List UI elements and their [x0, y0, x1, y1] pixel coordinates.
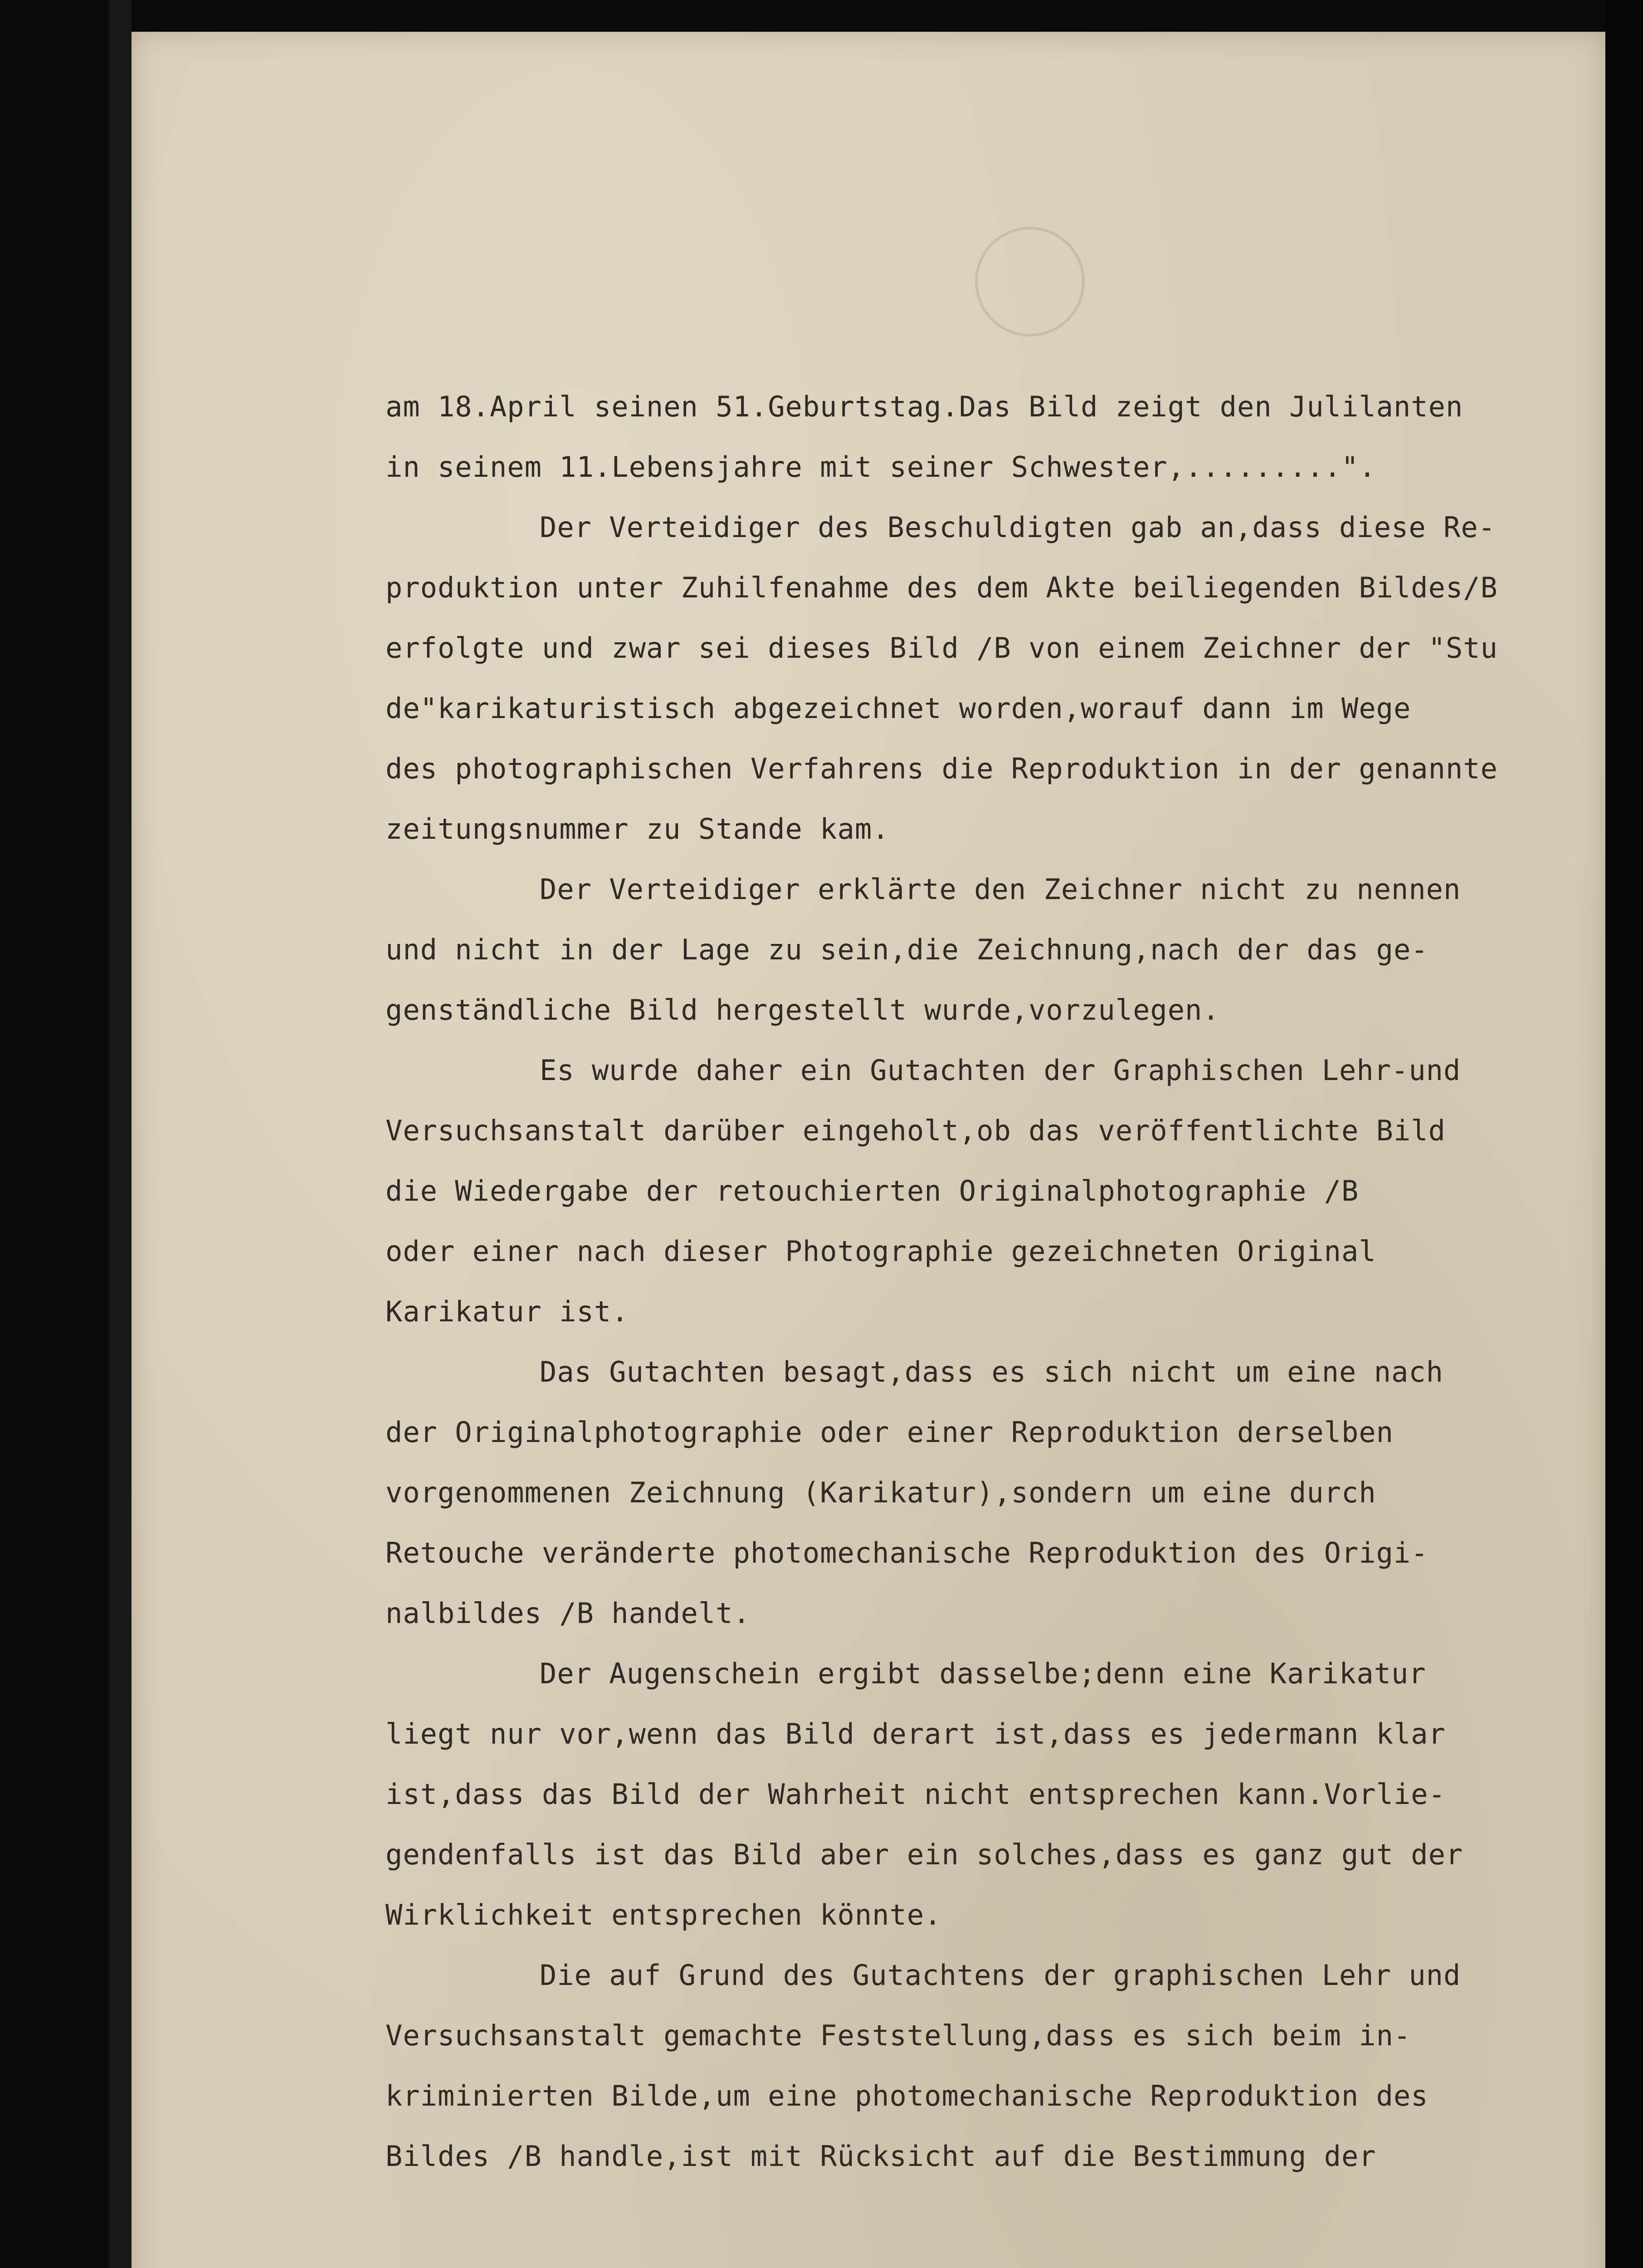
text-line: Bildes /B handle,ist mit Rücksicht auf die Bestimmung der	[385, 2140, 1376, 2173]
text-line: ist,dass das Bild der Wahrheit nicht entsprechen kann.Vorlie-	[385, 1778, 1446, 1811]
text-line: zeitungsnummer zu Stande kam.	[385, 812, 890, 846]
text-line: Versuchsanstalt gemachte Feststellung,dass es sich beim in-	[385, 2019, 1411, 2052]
text-line: Der Verteidiger erklärte den Zeichner nicht zu nennen	[540, 873, 1461, 906]
scan-border-left	[109, 0, 132, 2268]
typewritten-text	[385, 376, 1574, 2186]
text-line: oder einer nach dieser Photographie gezeichneten Original	[385, 1235, 1376, 1268]
text-line: vorgenommenen Zeichnung (Karikatur),sondern um eine durch	[385, 1476, 1376, 1509]
text-line: Das Gutachten besagt,dass es sich nicht um eine nach	[540, 1355, 1444, 1388]
text-line: genständliche Bild hergestellt wurde,vorzulegen.	[385, 993, 1220, 1026]
text-line: Es wurde daher ein Gutachten der Graphischen Lehr-und	[540, 1054, 1461, 1087]
text-line: Wirklichkeit entsprechen könnte.	[385, 1898, 942, 1931]
text-line: der Originalphotographie oder einer Reproduktion derselben	[385, 1416, 1394, 1449]
text-line: produktion unter Zuhilfenahme des dem Akte beiliegenden Bildes/B	[385, 571, 1498, 604]
faint-stamp-mark	[975, 227, 1085, 337]
text-line: Die auf Grund des Gutachtens der graphischen Lehr und	[540, 1959, 1461, 1992]
text-line: liegt nur vor,wenn das Bild derart ist,dass es jedermann klar	[385, 1717, 1446, 1750]
text-line: am 18.April seinen 51.Geburtstag.Das Bild zeigt den Julilanten	[385, 390, 1463, 423]
text-line: kriminierten Bilde,um eine photomechanische Reproduktion des	[385, 2079, 1428, 2112]
text-line: de"karikaturistisch abgezeichnet worden,worauf dann im Wege	[385, 692, 1411, 725]
text-line: und nicht in der Lage zu sein,die Zeichnung,nach der das ge-	[385, 933, 1428, 966]
text-line: erfolgte und zwar sei dieses Bild /B von einem Zeichner der "Stu	[385, 631, 1498, 665]
text-line: in seinem 11.Lebensjahre mit seiner Schwester,.........".	[385, 450, 1376, 484]
text-line: Der Verteidiger des Beschuldigten gab an,dass diese Re-	[540, 511, 1496, 544]
text-line: Versuchsanstalt darüber eingeholt,ob das veröffentlichte Bild	[385, 1114, 1446, 1147]
text-line: die Wiedergabe der retouchierten Originalphotographie /B	[385, 1174, 1359, 1207]
text-line: des photographischen Verfahrens die Reproduktion in der genannte	[385, 752, 1498, 785]
text-line: gendenfalls ist das Bild aber ein solches,dass es ganz gut der	[385, 1838, 1463, 1871]
text-line: Karikatur ist.	[385, 1295, 629, 1328]
text-line: Der Augenschein ergibt dasselbe;denn eine Karikatur	[540, 1657, 1426, 1690]
scan-border-right	[1605, 0, 1643, 2268]
text-line: Retouche veränderte photomechanische Reproduktion des Origi-	[385, 1536, 1428, 1569]
text-line: nalbildes /B handelt.	[385, 1597, 751, 1630]
